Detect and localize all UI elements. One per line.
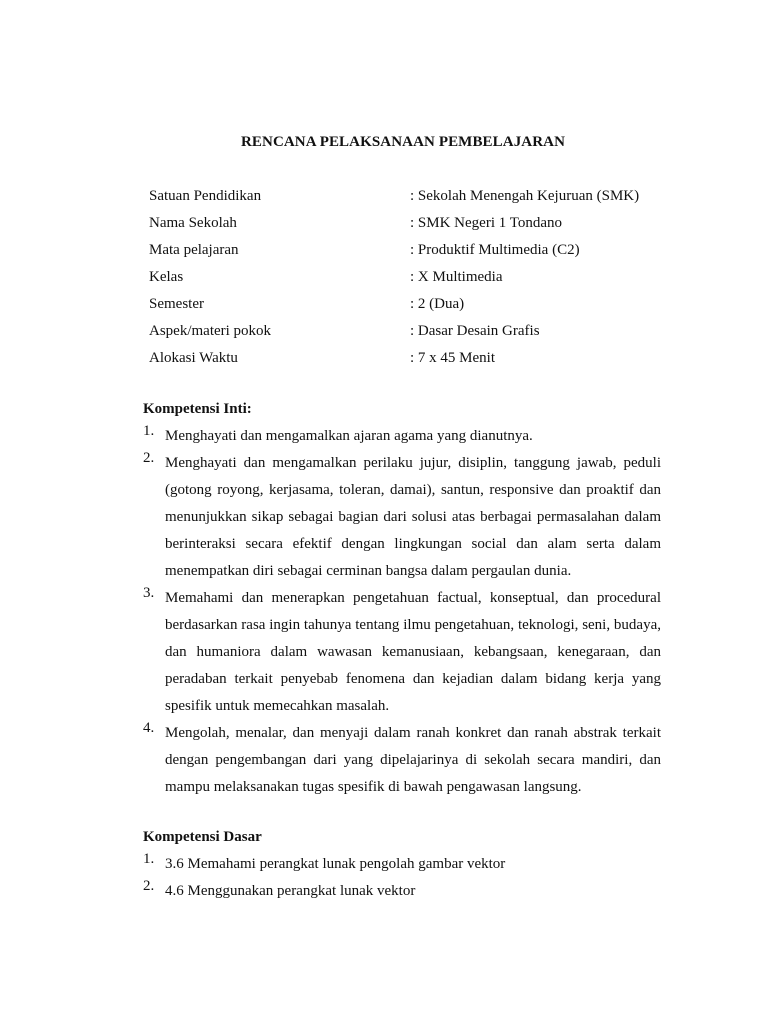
item-number: 1.	[143, 423, 155, 439]
kompetensi-dasar-list	[143, 851, 661, 905]
info-label: Nama Sekolah	[149, 215, 237, 231]
info-value: : SMK Negeri 1 Tondano	[410, 215, 562, 231]
item-number: 4.	[143, 720, 155, 736]
item-number: 1.	[143, 851, 155, 867]
item-number: 2.	[143, 450, 155, 466]
info-value: : Produktif Multimedia (C2)	[410, 242, 580, 258]
kompetensi-inti-list	[143, 423, 661, 801]
info-label: Alokasi Waktu	[149, 350, 238, 366]
item-text: Menghayati dan mengamalkan perilaku jujur, disiplin, tanggung jawab, peduli (gotong royong, kerjasama, toleran, damai), santun, responsive dan proaktif dan menunjukkan sikap sebagai bagian dari solusi atas berbagai permasalahan dalam berinteraksi secara efektif dengan lingkungan social dan alam serta dalam menempatkan diri sebagai cerminan bangsa dalam pergaulan dunia.	[165, 455, 661, 579]
list-item	[143, 720, 661, 801]
item-text: 3.6 Memahami perangkat lunak pengolah gambar vektor	[165, 856, 506, 872]
item-text: Memahami dan menerapkan pengetahuan factual, konseptual, dan procedural berdasarkan rasa ingin tahunya tentang ilmu pengetahuan, teknologi, seni, budaya, dan humaniora dalam wawasan kemanusiaan, kebangsaan, kenegaraan, dan peradaban terkait penyebab fenomena dan kejadian dalam bidang kerja yang spesifik untuk memecahkan masalah.	[165, 590, 661, 714]
info-value: : X Multimedia	[410, 269, 503, 285]
info-value: : 2 (Dua)	[410, 296, 465, 312]
kompetensi-dasar-heading: Kompetensi Dasar	[143, 829, 262, 845]
item-number: 3.	[143, 585, 155, 601]
kompetensi-inti-heading: Kompetensi Inti:	[143, 401, 252, 417]
info-label: Kelas	[149, 269, 184, 285]
item-text: 4.6 Menggunakan perangkat lunak vektor	[165, 883, 416, 899]
info-label: Mata pelajaran	[149, 242, 239, 258]
info-value: : Sekolah Menengah Kejuruan (SMK)	[410, 188, 640, 204]
info-label: Semester	[149, 296, 204, 312]
item-text: Menghayati dan mengamalkan ajaran agama yang dianutnya.	[165, 428, 533, 444]
list-item	[143, 878, 661, 905]
list-item	[143, 851, 661, 878]
list-item	[143, 450, 661, 585]
item-text: Mengolah, menalar, dan menyaji dalam ranah konkret dan ranah abstrak terkait dengan pengembangan dari yang dipelajarinya di sekolah secara mandiri, dan mampu melaksanakan tugas spesifik di bawah pengawasan langsung.	[165, 725, 661, 795]
list-item	[143, 585, 661, 720]
item-number: 2.	[143, 878, 155, 894]
list-item	[143, 423, 661, 450]
document-title: RENCANA PELAKSANAAN PEMBELAJARAN	[240, 134, 566, 150]
info-value: : Dasar Desain Grafis	[410, 323, 540, 339]
info-value: : 7 x 45 Menit	[410, 350, 495, 366]
info-label: Satuan Pendidikan	[149, 188, 262, 204]
info-label: Aspek/materi pokok	[149, 323, 272, 339]
